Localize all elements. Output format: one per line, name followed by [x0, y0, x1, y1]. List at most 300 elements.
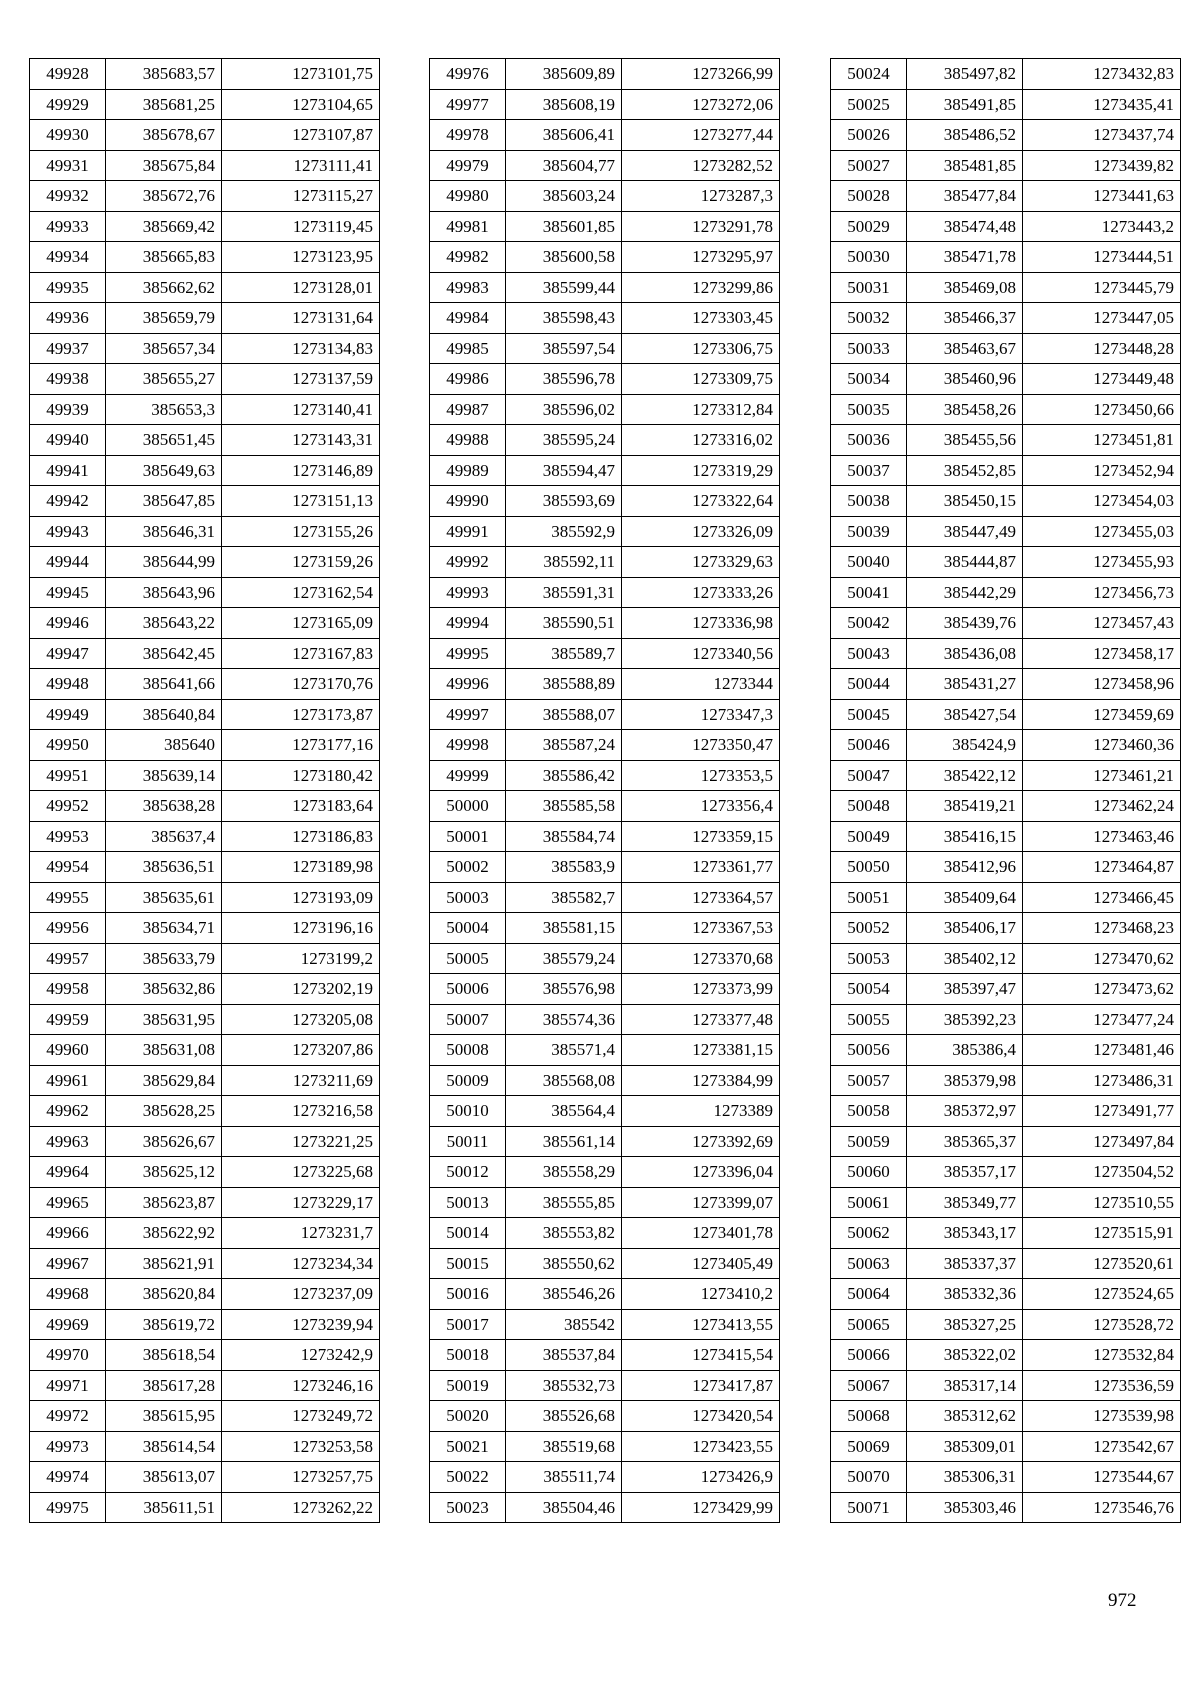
- table-row: [30, 608, 380, 639]
- x-coordinate-cell: 385553,82: [506, 1218, 622, 1249]
- table-row: [430, 89, 780, 120]
- y-coordinate-cell: 1273389: [622, 1096, 780, 1127]
- y-coordinate-cell: 1273216,58: [222, 1096, 380, 1127]
- table-row: [430, 1309, 780, 1340]
- point-number-cell: 49979: [430, 150, 506, 181]
- y-coordinate-cell: 1273520,61: [1023, 1248, 1181, 1279]
- point-number-cell: 50003: [430, 882, 506, 913]
- y-coordinate-cell: 1273101,75: [222, 59, 380, 90]
- point-number-cell: 50063: [831, 1248, 907, 1279]
- table-row: [30, 638, 380, 669]
- table-row: [430, 882, 780, 913]
- y-coordinate-cell: 1273361,77: [622, 852, 780, 883]
- y-coordinate-cell: 1273282,52: [622, 150, 780, 181]
- point-number-cell: 49944: [30, 547, 106, 578]
- table-row: [831, 913, 1181, 944]
- y-coordinate-cell: 1273470,62: [1023, 943, 1181, 974]
- x-coordinate-cell: 385431,27: [907, 669, 1023, 700]
- point-number-cell: 50071: [831, 1492, 907, 1523]
- point-number-cell: 50011: [430, 1126, 506, 1157]
- table-row: [430, 364, 780, 395]
- x-coordinate-cell: 385422,12: [907, 760, 1023, 791]
- x-coordinate-cell: 385357,17: [907, 1157, 1023, 1188]
- point-number-cell: 50051: [831, 882, 907, 913]
- y-coordinate-cell: 1273524,65: [1023, 1279, 1181, 1310]
- point-number-cell: 49930: [30, 120, 106, 151]
- point-number-cell: 50002: [430, 852, 506, 883]
- table-row: [831, 181, 1181, 212]
- x-coordinate-cell: 385392,23: [907, 1004, 1023, 1035]
- table-row: [831, 882, 1181, 913]
- y-coordinate-cell: 1273309,75: [622, 364, 780, 395]
- table-row: [30, 1492, 380, 1523]
- table-row: [430, 1035, 780, 1066]
- point-number-cell: 49998: [430, 730, 506, 761]
- table-row: [831, 455, 1181, 486]
- x-coordinate-cell: 385596,02: [506, 394, 622, 425]
- table-row: [831, 120, 1181, 151]
- point-number-cell: 50053: [831, 943, 907, 974]
- x-coordinate-cell: 385542: [506, 1309, 622, 1340]
- y-coordinate-cell: 1273291,78: [622, 211, 780, 242]
- table-row: [831, 303, 1181, 334]
- table-row: [30, 1401, 380, 1432]
- point-number-cell: 49969: [30, 1309, 106, 1340]
- point-number-cell: 49931: [30, 150, 106, 181]
- point-number-cell: 49942: [30, 486, 106, 517]
- table-row: [30, 272, 380, 303]
- table-row: [831, 1218, 1181, 1249]
- x-coordinate-cell: 385303,46: [907, 1492, 1023, 1523]
- y-coordinate-cell: 1273539,98: [1023, 1401, 1181, 1432]
- y-coordinate-cell: 1273450,66: [1023, 394, 1181, 425]
- table-row: [430, 1157, 780, 1188]
- table-row: [30, 59, 380, 90]
- y-coordinate-cell: 1273177,16: [222, 730, 380, 761]
- table-row: [30, 394, 380, 425]
- x-coordinate-cell: 385643,22: [106, 608, 222, 639]
- x-coordinate-cell: 385606,41: [506, 120, 622, 151]
- x-coordinate-cell: 385678,67: [106, 120, 222, 151]
- y-coordinate-cell: 1273448,28: [1023, 333, 1181, 364]
- x-coordinate-cell: 385452,85: [907, 455, 1023, 486]
- table-row: [430, 577, 780, 608]
- y-coordinate-cell: 1273199,2: [222, 943, 380, 974]
- x-coordinate-cell: 385638,28: [106, 791, 222, 822]
- y-coordinate-cell: 1273481,46: [1023, 1035, 1181, 1066]
- point-number-cell: 50004: [430, 913, 506, 944]
- y-coordinate-cell: 1273140,41: [222, 394, 380, 425]
- x-coordinate-cell: 385581,15: [506, 913, 622, 944]
- x-coordinate-cell: 385617,28: [106, 1370, 222, 1401]
- x-coordinate-cell: 385637,4: [106, 821, 222, 852]
- table-row: [430, 1462, 780, 1493]
- table-row: [30, 1431, 380, 1462]
- point-number-cell: 49974: [30, 1462, 106, 1493]
- point-number-cell: 50064: [831, 1279, 907, 1310]
- table-row: [430, 1096, 780, 1127]
- point-number-cell: 50006: [430, 974, 506, 1005]
- x-coordinate-cell: 385471,78: [907, 242, 1023, 273]
- x-coordinate-cell: 385593,69: [506, 486, 622, 517]
- x-coordinate-cell: 385639,14: [106, 760, 222, 791]
- y-coordinate-cell: 1273486,31: [1023, 1065, 1181, 1096]
- y-coordinate-cell: 1273439,82: [1023, 150, 1181, 181]
- x-coordinate-cell: 385611,51: [106, 1492, 222, 1523]
- point-number-cell: 50069: [831, 1431, 907, 1462]
- x-coordinate-cell: 385609,89: [506, 59, 622, 90]
- y-coordinate-cell: 1273435,41: [1023, 89, 1181, 120]
- y-coordinate-cell: 1273504,52: [1023, 1157, 1181, 1188]
- y-coordinate-cell: 1273392,69: [622, 1126, 780, 1157]
- x-coordinate-cell: 385604,77: [506, 150, 622, 181]
- y-coordinate-cell: 1273211,69: [222, 1065, 380, 1096]
- x-coordinate-cell: 385683,57: [106, 59, 222, 90]
- x-coordinate-cell: 385640: [106, 730, 222, 761]
- point-number-cell: 50058: [831, 1096, 907, 1127]
- point-number-cell: 49938: [30, 364, 106, 395]
- table-row: [430, 791, 780, 822]
- y-coordinate-cell: 1273253,58: [222, 1431, 380, 1462]
- y-coordinate-cell: 1273444,51: [1023, 242, 1181, 273]
- x-coordinate-cell: 385583,9: [506, 852, 622, 883]
- x-coordinate-cell: 385532,73: [506, 1370, 622, 1401]
- y-coordinate-cell: 1273322,64: [622, 486, 780, 517]
- point-number-cell: 49948: [30, 669, 106, 700]
- table-row: [30, 1157, 380, 1188]
- x-coordinate-cell: 385629,84: [106, 1065, 222, 1096]
- table-row: [30, 181, 380, 212]
- point-number-cell: 49936: [30, 303, 106, 334]
- y-coordinate-cell: 1273462,24: [1023, 791, 1181, 822]
- x-coordinate-cell: 385587,24: [506, 730, 622, 761]
- point-number-cell: 49966: [30, 1218, 106, 1249]
- x-coordinate-cell: 385416,15: [907, 821, 1023, 852]
- y-coordinate-cell: 1273262,22: [222, 1492, 380, 1523]
- x-coordinate-cell: 385594,47: [506, 455, 622, 486]
- page-number: 972: [1108, 1590, 1137, 1611]
- point-number-cell: 49980: [430, 181, 506, 212]
- point-number-cell: 50017: [430, 1309, 506, 1340]
- y-coordinate-cell: 1273542,67: [1023, 1431, 1181, 1462]
- table-row: [430, 1248, 780, 1279]
- y-coordinate-cell: 1273381,15: [622, 1035, 780, 1066]
- point-number-cell: 50059: [831, 1126, 907, 1157]
- x-coordinate-cell: 385644,99: [106, 547, 222, 578]
- x-coordinate-cell: 385655,27: [106, 364, 222, 395]
- point-number-cell: 49975: [30, 1492, 106, 1523]
- y-coordinate-cell: 1273459,69: [1023, 699, 1181, 730]
- x-coordinate-cell: 385633,79: [106, 943, 222, 974]
- y-coordinate-cell: 1273128,01: [222, 272, 380, 303]
- point-number-cell: 49991: [430, 516, 506, 547]
- point-number-cell: 49965: [30, 1187, 106, 1218]
- table-row: [430, 1218, 780, 1249]
- point-number-cell: 50062: [831, 1218, 907, 1249]
- x-coordinate-cell: 385626,67: [106, 1126, 222, 1157]
- table-row: [831, 547, 1181, 578]
- point-number-cell: 50049: [831, 821, 907, 852]
- y-coordinate-cell: 1273336,98: [622, 608, 780, 639]
- x-coordinate-cell: 385600,58: [506, 242, 622, 273]
- x-coordinate-cell: 385481,85: [907, 150, 1023, 181]
- y-coordinate-cell: 1273207,86: [222, 1035, 380, 1066]
- x-coordinate-cell: 385526,68: [506, 1401, 622, 1432]
- x-coordinate-cell: 385469,08: [907, 272, 1023, 303]
- table-row: [430, 852, 780, 883]
- y-coordinate-cell: 1273246,16: [222, 1370, 380, 1401]
- x-coordinate-cell: 385659,79: [106, 303, 222, 334]
- x-coordinate-cell: 385653,3: [106, 394, 222, 425]
- x-coordinate-cell: 385558,29: [506, 1157, 622, 1188]
- table-row: [430, 1279, 780, 1310]
- table-row: [430, 181, 780, 212]
- point-number-cell: 50022: [430, 1462, 506, 1493]
- table-row: [30, 821, 380, 852]
- point-number-cell: 49971: [30, 1370, 106, 1401]
- table-row: [831, 59, 1181, 90]
- table-row: [831, 943, 1181, 974]
- x-coordinate-cell: 385628,25: [106, 1096, 222, 1127]
- table-row: [831, 1279, 1181, 1310]
- table-row: [30, 242, 380, 273]
- x-coordinate-cell: 385460,96: [907, 364, 1023, 395]
- x-coordinate-cell: 385442,29: [907, 577, 1023, 608]
- point-number-cell: 50034: [831, 364, 907, 395]
- x-coordinate-cell: 385332,36: [907, 1279, 1023, 1310]
- y-coordinate-cell: 1273155,26: [222, 516, 380, 547]
- point-number-cell: 50024: [831, 59, 907, 90]
- point-number-cell: 49976: [430, 59, 506, 90]
- x-coordinate-cell: 385595,24: [506, 425, 622, 456]
- point-number-cell: 49983: [430, 272, 506, 303]
- y-coordinate-cell: 1273143,31: [222, 425, 380, 456]
- y-coordinate-cell: 1273454,03: [1023, 486, 1181, 517]
- point-number-cell: 49961: [30, 1065, 106, 1096]
- x-coordinate-cell: 385618,54: [106, 1340, 222, 1371]
- point-number-cell: 50032: [831, 303, 907, 334]
- point-number-cell: 50013: [430, 1187, 506, 1218]
- x-coordinate-cell: 385601,85: [506, 211, 622, 242]
- x-coordinate-cell: 385406,17: [907, 913, 1023, 944]
- x-coordinate-cell: 385635,61: [106, 882, 222, 913]
- point-number-cell: 50018: [430, 1340, 506, 1371]
- y-coordinate-cell: 1273287,3: [622, 181, 780, 212]
- point-number-cell: 49956: [30, 913, 106, 944]
- point-number-cell: 50021: [430, 1431, 506, 1462]
- x-coordinate-cell: 385620,84: [106, 1279, 222, 1310]
- table-row: [831, 1401, 1181, 1432]
- x-coordinate-cell: 385669,42: [106, 211, 222, 242]
- point-number-cell: 49985: [430, 333, 506, 364]
- x-coordinate-cell: 385463,67: [907, 333, 1023, 364]
- point-number-cell: 50070: [831, 1462, 907, 1493]
- table-row: [430, 303, 780, 334]
- point-number-cell: 50050: [831, 852, 907, 883]
- table-row: [831, 791, 1181, 822]
- x-coordinate-cell: 385647,85: [106, 486, 222, 517]
- x-coordinate-cell: 385621,91: [106, 1248, 222, 1279]
- point-number-cell: 50027: [831, 150, 907, 181]
- point-number-cell: 49946: [30, 608, 106, 639]
- point-number-cell: 49962: [30, 1096, 106, 1127]
- table-row: [30, 150, 380, 181]
- x-coordinate-cell: 385589,7: [506, 638, 622, 669]
- table-row: [30, 1370, 380, 1401]
- x-coordinate-cell: 385439,76: [907, 608, 1023, 639]
- y-coordinate-cell: 1273497,84: [1023, 1126, 1181, 1157]
- table-row: [831, 272, 1181, 303]
- table-row: [831, 730, 1181, 761]
- y-coordinate-cell: 1273464,87: [1023, 852, 1181, 883]
- y-coordinate-cell: 1273316,02: [622, 425, 780, 456]
- y-coordinate-cell: 1273119,45: [222, 211, 380, 242]
- point-number-cell: 49992: [430, 547, 506, 578]
- y-coordinate-cell: 1273458,96: [1023, 669, 1181, 700]
- table-row: [30, 943, 380, 974]
- table-row: [30, 1065, 380, 1096]
- point-number-cell: 49957: [30, 943, 106, 974]
- x-coordinate-cell: 385447,49: [907, 516, 1023, 547]
- point-number-cell: 50012: [430, 1157, 506, 1188]
- table-row: [30, 364, 380, 395]
- y-coordinate-cell: 1273420,54: [622, 1401, 780, 1432]
- y-coordinate-cell: 1273356,4: [622, 791, 780, 822]
- y-coordinate-cell: 1273447,05: [1023, 303, 1181, 334]
- x-coordinate-cell: 385365,37: [907, 1126, 1023, 1157]
- x-coordinate-cell: 385372,97: [907, 1096, 1023, 1127]
- x-coordinate-cell: 385588,07: [506, 699, 622, 730]
- x-coordinate-cell: 385306,31: [907, 1462, 1023, 1493]
- table-row: [430, 638, 780, 669]
- x-coordinate-cell: 385546,26: [506, 1279, 622, 1310]
- coordinate-table-2: [429, 58, 780, 1523]
- y-coordinate-cell: 1273443,2: [1023, 211, 1181, 242]
- table-row: [30, 1187, 380, 1218]
- table-row: [831, 516, 1181, 547]
- table-row: [430, 425, 780, 456]
- table-row: [30, 89, 380, 120]
- point-number-cell: 50048: [831, 791, 907, 822]
- x-coordinate-cell: 385651,45: [106, 425, 222, 456]
- x-coordinate-cell: 385561,14: [506, 1126, 622, 1157]
- y-coordinate-cell: 1273151,13: [222, 486, 380, 517]
- y-coordinate-cell: 1273173,87: [222, 699, 380, 730]
- point-number-cell: 49963: [30, 1126, 106, 1157]
- y-coordinate-cell: 1273329,63: [622, 547, 780, 578]
- point-number-cell: 49973: [30, 1431, 106, 1462]
- point-number-cell: 49933: [30, 211, 106, 242]
- point-number-cell: 49929: [30, 89, 106, 120]
- table-row: [430, 1340, 780, 1371]
- y-coordinate-cell: 1273544,67: [1023, 1462, 1181, 1493]
- point-number-cell: 49967: [30, 1248, 106, 1279]
- y-coordinate-cell: 1273162,54: [222, 577, 380, 608]
- y-coordinate-cell: 1273445,79: [1023, 272, 1181, 303]
- y-coordinate-cell: 1273183,64: [222, 791, 380, 822]
- point-number-cell: 49989: [430, 455, 506, 486]
- point-number-cell: 50010: [430, 1096, 506, 1127]
- table-row: [430, 1492, 780, 1523]
- x-coordinate-cell: 385672,76: [106, 181, 222, 212]
- point-number-cell: 50030: [831, 242, 907, 273]
- y-coordinate-cell: 1273546,76: [1023, 1492, 1181, 1523]
- point-number-cell: 50047: [831, 760, 907, 791]
- y-coordinate-cell: 1273528,72: [1023, 1309, 1181, 1340]
- point-number-cell: 49959: [30, 1004, 106, 1035]
- table-row: [430, 943, 780, 974]
- point-number-cell: 50008: [430, 1035, 506, 1066]
- point-number-cell: 50060: [831, 1157, 907, 1188]
- y-coordinate-cell: 1273277,44: [622, 120, 780, 151]
- x-coordinate-cell: 385349,77: [907, 1187, 1023, 1218]
- x-coordinate-cell: 385608,19: [506, 89, 622, 120]
- point-number-cell: 49986: [430, 364, 506, 395]
- y-coordinate-cell: 1273225,68: [222, 1157, 380, 1188]
- y-coordinate-cell: 1273468,23: [1023, 913, 1181, 944]
- x-coordinate-cell: 385574,36: [506, 1004, 622, 1035]
- y-coordinate-cell: 1273137,59: [222, 364, 380, 395]
- y-coordinate-cell: 1273396,04: [622, 1157, 780, 1188]
- y-coordinate-cell: 1273457,43: [1023, 608, 1181, 639]
- y-coordinate-cell: 1273340,56: [622, 638, 780, 669]
- y-coordinate-cell: 1273359,15: [622, 821, 780, 852]
- x-coordinate-cell: 385568,08: [506, 1065, 622, 1096]
- y-coordinate-cell: 1273510,55: [1023, 1187, 1181, 1218]
- x-coordinate-cell: 385622,92: [106, 1218, 222, 1249]
- x-coordinate-cell: 385634,71: [106, 913, 222, 944]
- point-number-cell: 49954: [30, 852, 106, 883]
- table-row: [831, 821, 1181, 852]
- y-coordinate-cell: 1273370,68: [622, 943, 780, 974]
- y-coordinate-cell: 1273415,54: [622, 1340, 780, 1371]
- x-coordinate-cell: 385588,89: [506, 669, 622, 700]
- table-row: [30, 1462, 380, 1493]
- x-coordinate-cell: 385599,44: [506, 272, 622, 303]
- y-coordinate-cell: 1273272,06: [622, 89, 780, 120]
- y-coordinate-cell: 1273466,45: [1023, 882, 1181, 913]
- x-coordinate-cell: 385579,24: [506, 943, 622, 974]
- table-row: [831, 1248, 1181, 1279]
- table-row: [30, 303, 380, 334]
- x-coordinate-cell: 385681,25: [106, 89, 222, 120]
- table-row: [831, 486, 1181, 517]
- x-coordinate-cell: 385337,37: [907, 1248, 1023, 1279]
- point-number-cell: 49928: [30, 59, 106, 90]
- x-coordinate-cell: 385450,15: [907, 486, 1023, 517]
- table-row: [430, 1431, 780, 1462]
- table-row: [831, 425, 1181, 456]
- table-row: [430, 516, 780, 547]
- x-coordinate-cell: 385631,08: [106, 1035, 222, 1066]
- x-coordinate-cell: 385386,4: [907, 1035, 1023, 1066]
- point-number-cell: 49997: [430, 699, 506, 730]
- point-number-cell: 49952: [30, 791, 106, 822]
- table-row: [831, 638, 1181, 669]
- y-coordinate-cell: 1273417,87: [622, 1370, 780, 1401]
- x-coordinate-cell: 385576,98: [506, 974, 622, 1005]
- table-row: [30, 1035, 380, 1066]
- x-coordinate-cell: 385585,58: [506, 791, 622, 822]
- y-coordinate-cell: 1273131,64: [222, 303, 380, 334]
- point-number-cell: 50044: [831, 669, 907, 700]
- table-row: [430, 974, 780, 1005]
- table-row: [831, 1035, 1181, 1066]
- point-number-cell: 49981: [430, 211, 506, 242]
- table-row: [30, 333, 380, 364]
- x-coordinate-cell: 385619,72: [106, 1309, 222, 1340]
- table-row: [831, 1340, 1181, 1371]
